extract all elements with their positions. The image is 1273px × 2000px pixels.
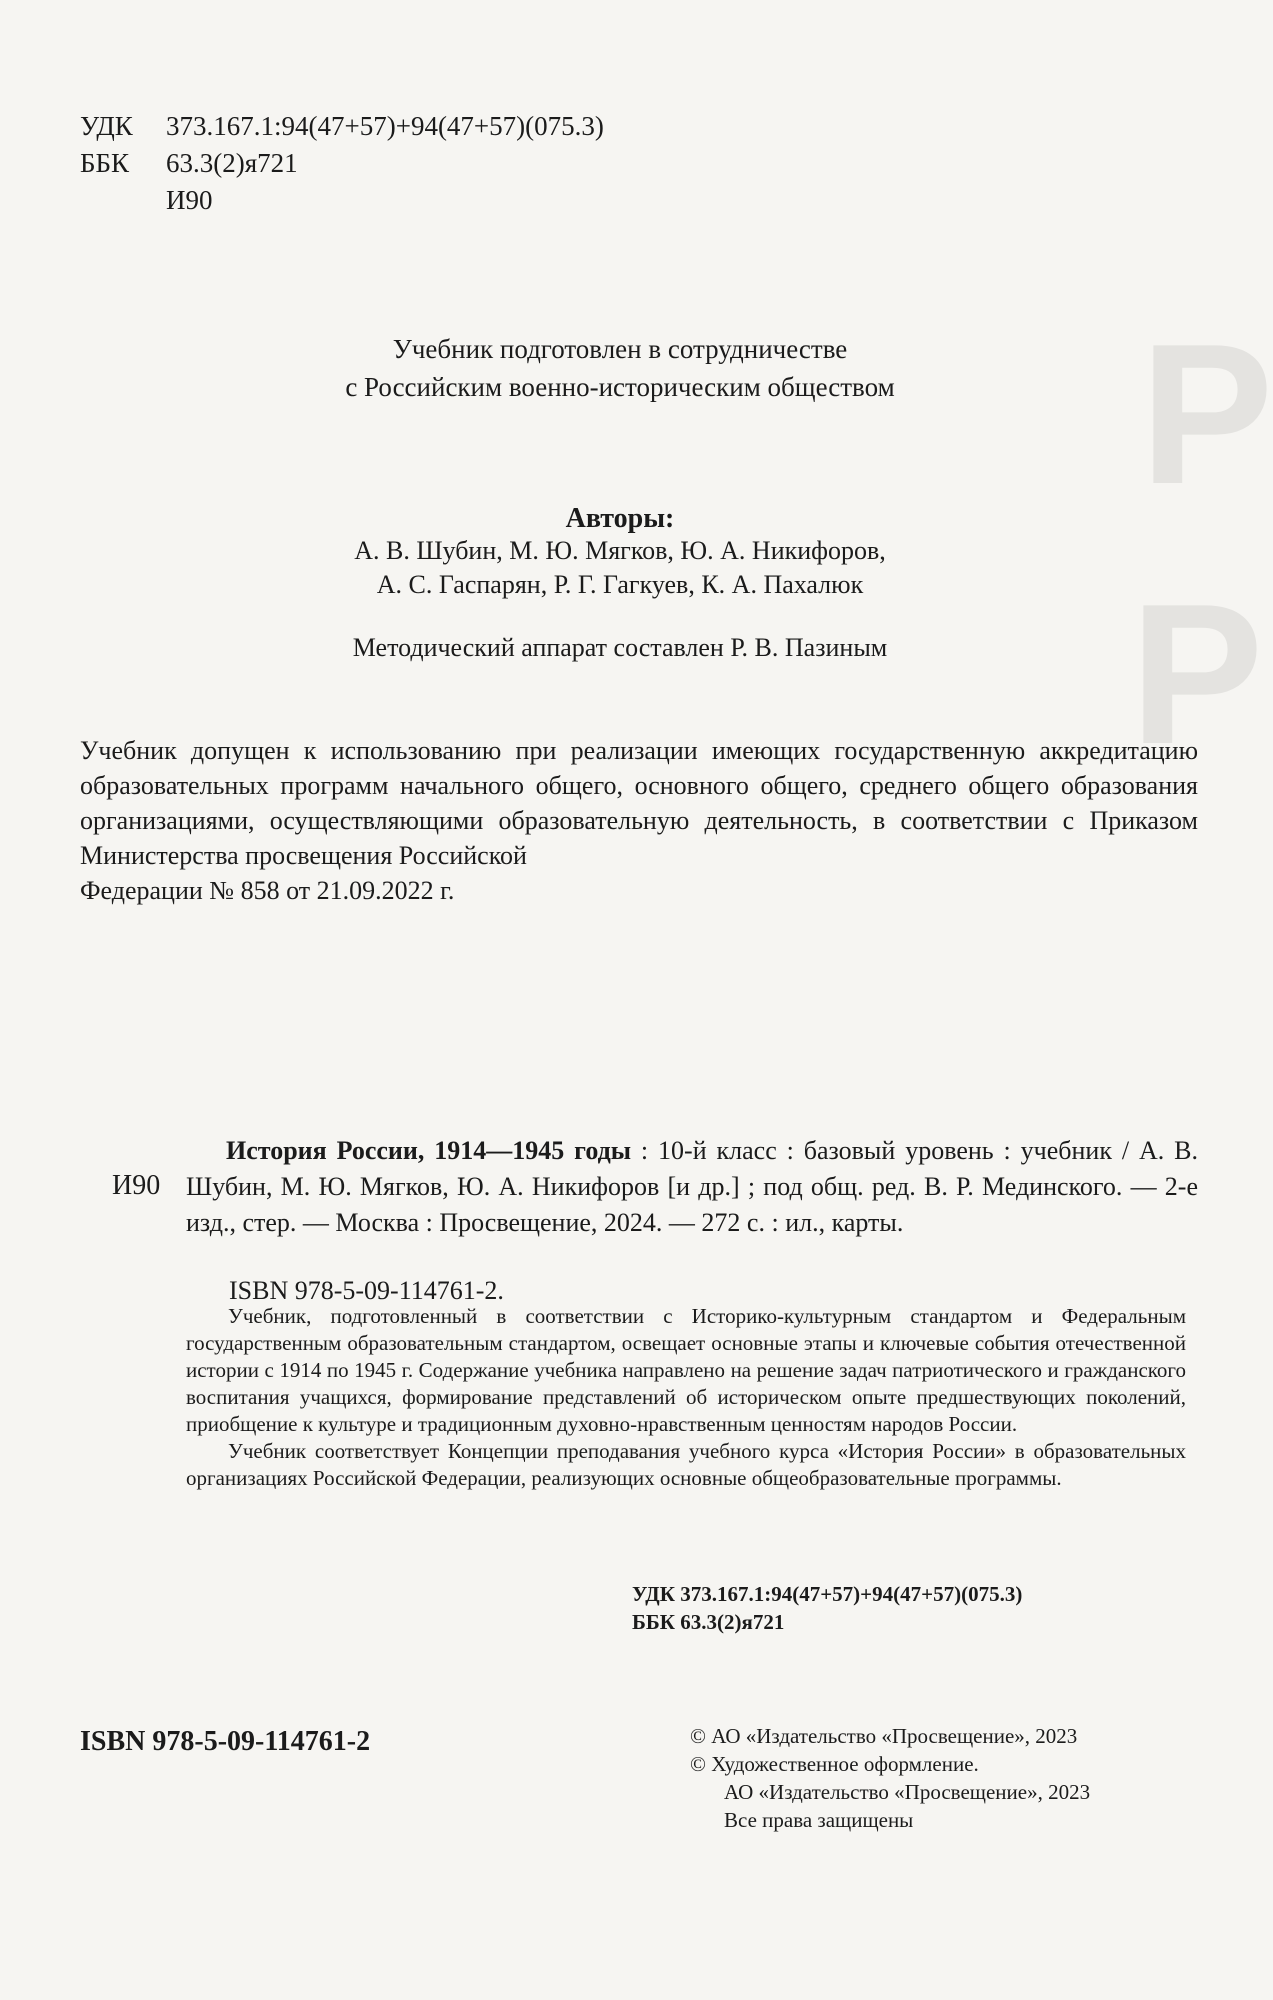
cooperation-line: Учебник подготовлен в сотрудничестве: [392, 334, 848, 364]
authors-line: А. С. Гаспарян, Р. Г. Гагкуев, К. А. Пахалюк: [376, 570, 864, 599]
copyright-line: © АО «Издательство «Просвещение», 2023: [690, 1724, 1078, 1748]
copyright-block: [690, 1722, 1090, 1834]
copyright-line: АО «Издательство «Просвещение», 2023: [724, 1780, 1091, 1804]
abstract-paragraph: Учебник соответствует Концепции преподавания учебного курса «История России» в образовательных организациях Российской Федерации, реализующих основные общеобразовательные программы.: [186, 1439, 1186, 1490]
approval-last-line: Федерации № 858 от 21.09.2022 г.: [80, 876, 455, 905]
cooperation-line: с Российским военно-историческим обществом: [345, 372, 895, 402]
catalog-author-mark: И90: [112, 1170, 161, 1201]
show-through-shadow: Р: [1140, 303, 1273, 526]
udk-code: УДК 373.167.1:94(47+57)+94(47+57)(075.3): [632, 1582, 1023, 1606]
authors-heading: Авторы:: [565, 503, 675, 534]
book-abstract: [186, 1303, 1186, 1492]
authors-line: А. В. Шубин, М. Ю. Мягков, Ю. А. Никифоров,: [354, 536, 886, 565]
bbk-label: ББК: [80, 148, 130, 178]
udk-value: 373.167.1:94(47+57)+94(47+57)(075.3): [166, 111, 604, 141]
catalog-isbn: ISBN 978-5-09-114761-2.: [229, 1276, 504, 1305]
bbk-code: ББК 63.3(2)я721: [632, 1610, 785, 1634]
rights-reserved: Все права защищены: [724, 1808, 914, 1832]
show-through-shadow: Р: [1130, 563, 1264, 786]
methodical-apparatus: Методический аппарат составлен Р. В. Пазиным: [352, 633, 888, 662]
udk-header: [80, 108, 604, 219]
cooperation-note: [240, 330, 1000, 406]
bibliographic-record: [186, 1133, 1198, 1241]
abstract-paragraph: Учебник, подготовленный в соответствии с Историко-культурным стандартом и Федеральным государственным образовательным стандартом, освещает основные этапы и ключевые события отечественной истории с 1914 по 1945 г. Содержание учебника направлено на решение задач патриотического и гражданского воспитания учащихся, формирование представлений об историческом опыте предшествующих поколений, приобщение к культуре и традиционным духовно-нравственным ценностям народов России.: [186, 1304, 1186, 1436]
author-mark: И90: [166, 185, 213, 215]
copyright-line: © Художественное оформление.: [690, 1752, 979, 1776]
bbk-value: 63.3(2)я721: [166, 148, 298, 178]
classification-codes: [632, 1580, 1022, 1636]
approval-text: [80, 733, 1198, 908]
book-description: : 10-й класс : базовый уровень : учебник / А. В. Шубин, М. Ю. Мягков, Ю. А. Никифоров [и др.] ; под общ. ред. В. Р. Мединского. — 2-е изд., стер. — Москва : Просвещение, 2024. — 272 с. : ил., карты.: [186, 1136, 1198, 1237]
book-title: История России, 1914—1945 годы: [226, 1136, 632, 1165]
approval-body: Учебник допущен к использованию при реализации имеющих государственную аккредитацию образовательных программ начального общего, основного общего, среднего общего образования организациями, осуществляющими образовательную деятельность, в соответствии с Приказом Министерства просвещения Российской: [80, 736, 1198, 870]
footer-isbn: ISBN 978-5-09-114761-2: [80, 1726, 371, 1757]
udk-label: УДК: [80, 111, 133, 141]
